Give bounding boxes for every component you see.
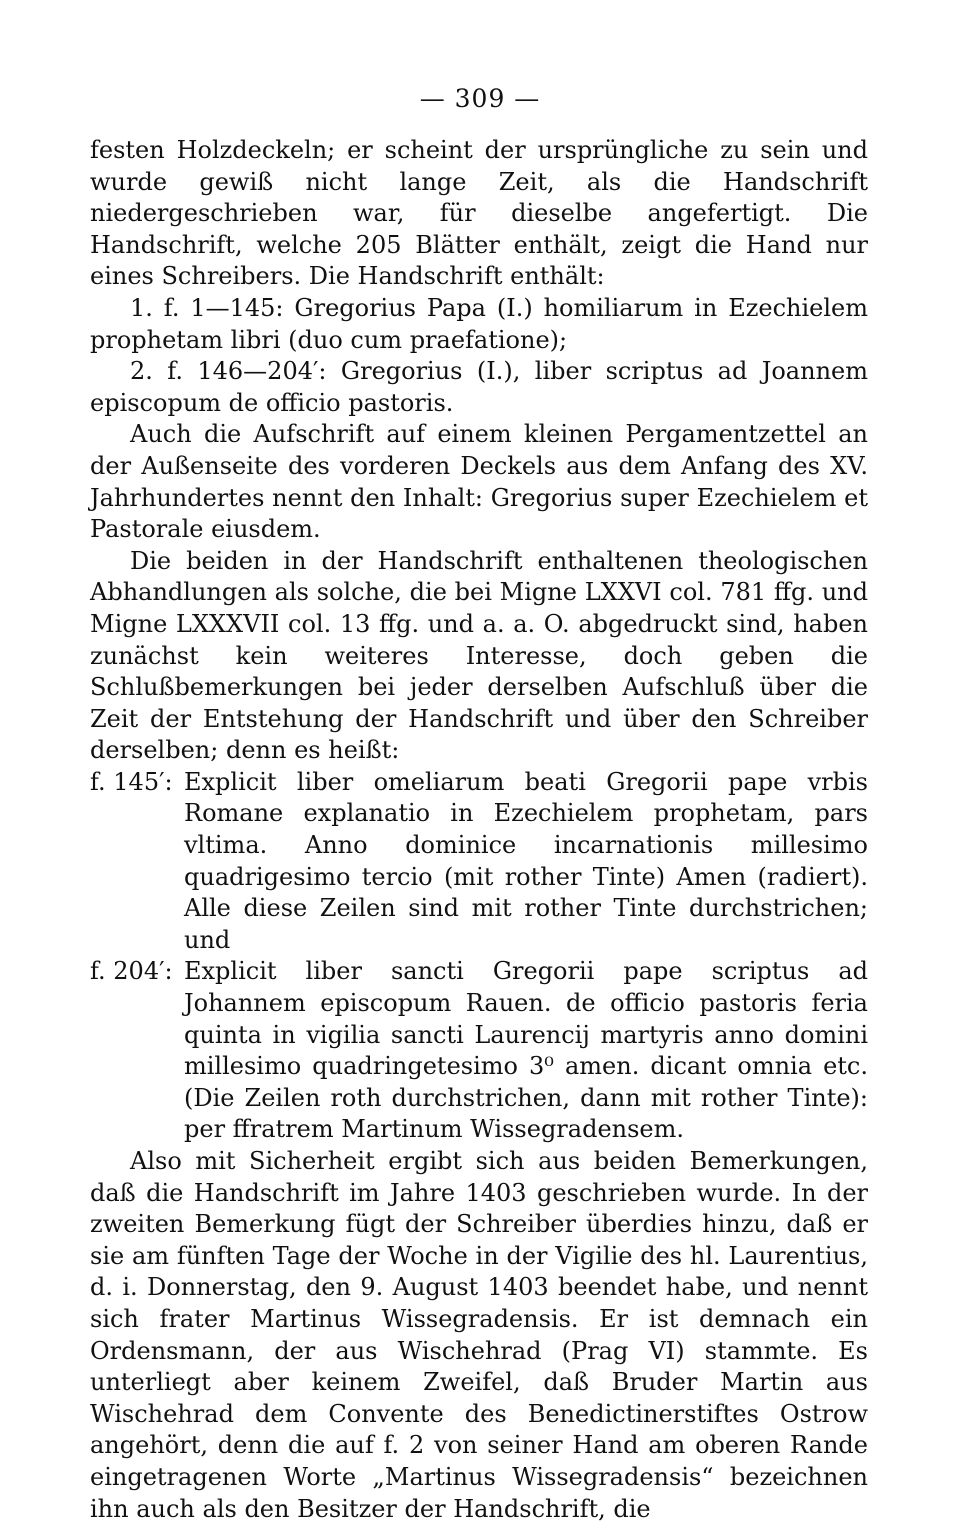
- paragraph-aufschrift: Auch die Aufschrift auf einem kleinen Pergamentzettel an der Außenseite des vorderen Deckels aus dem Anfang des XV. Jahrhundertes nennt den Inhalt: Gregorius super Ezechielem et Pastorale eiusdem.: [90, 420, 868, 544]
- paragraph-holzdeckel: festen Holzdeckeln; er scheint der ursprüngliche zu sein und wurde gewiß nicht lange Zeit, als die Handschrift niedergeschrieben war, für dieselbe angefertigt. Die Handschrift, welche 205 Blätter enthält, zeigt die Hand nur eines Schreibers. Die Handschrift enthält:: [90, 136, 868, 291]
- colophon-folio-label: f. 145′:: [90, 767, 173, 796]
- colophon-folio-label: f. 204′:: [90, 957, 173, 986]
- page-body: [90, 135, 868, 1525]
- page-number: — 309 —: [419, 84, 541, 113]
- colophon-text: Explicit liber sancti Gregorii pape scriptus ad Johannem episcopum Rauen. de officio pastoris feria quinta in vigilia sancti Laurencij martyris anno domini millesimo quadringetesimo 3⁰ amen. dicant omnia etc. (Die Zeilen roth durchstrichen, dann mit rother Tinte): per ffratrem Martinum Wissegradensem.: [184, 957, 868, 1144]
- contents-item-1: 1. f. 1—145: Gregorius Papa (I.) homiliarum in Ezechielem prophetam libri (duo cum praefatione);: [90, 293, 868, 354]
- colophon-text: Explicit liber omeliarum beati Gregorii pape vrbis Romane explanatio in Ezechielem prophetam, pars vltima. Anno dominice incarnationis millesimo quadrigesimo tercio (mit rother Tinte) Amen (radiert). Alle diese Zeilen sind mit rother Tinte durchstrichen; und: [184, 767, 868, 954]
- paragraph-conclusion: Also mit Sicherheit ergibt sich aus beiden Bemerkungen, daß die Handschrift im Jahre 1403 geschrieben wurde. In der zweiten Bemerkung fügt der Schreiber überdies hinzu, daß er sie am fünften Tage der Woche in der Vigilie des hl. Laurentius, d. i. Donnerstag, den 9. August 1403 beendet habe, und nennt sich frater Martinus Wissegradensis. Er ist demnach ein Ordensmann, der aus Wischehrad (Prag VI) stammte. Es unterliegt aber keinem Zweifel, daß Bruder Martin aus Wischehrad dem Convente des Benedictinerstiftes Ostrow angehört, denn die auf f. 2 von seiner Hand am oberen Rande eingetragenen Worte „Martinus Wissegradensis“ bezeichnen ihn auch als den Besitzer der Handschrift, die: [90, 1147, 868, 1523]
- colophon-note-2: [90, 956, 868, 1146]
- colophon-note-1: [90, 767, 868, 957]
- contents-item-2: 2. f. 146—204′: Gregorius (I.), liber scriptus ad Joannem episcopum de officio pastoris.: [90, 357, 868, 417]
- paragraph-abhandlungen: Die beiden in der Handschrift enthaltenen theologischen Abhandlungen als solche, die bei Migne LXXVI col. 781 ffg. und Migne LXXXVII col. 13 ffg. und a. a. O. abgedruckt sind, haben zunächst kein weiteres Interesse, doch geben die Schlußbemerkungen bei jeder derselben Aufschluß über die Zeit der Entstehung der Handschrift und über den Schreiber derselben; denn es heißt:: [90, 546, 868, 765]
